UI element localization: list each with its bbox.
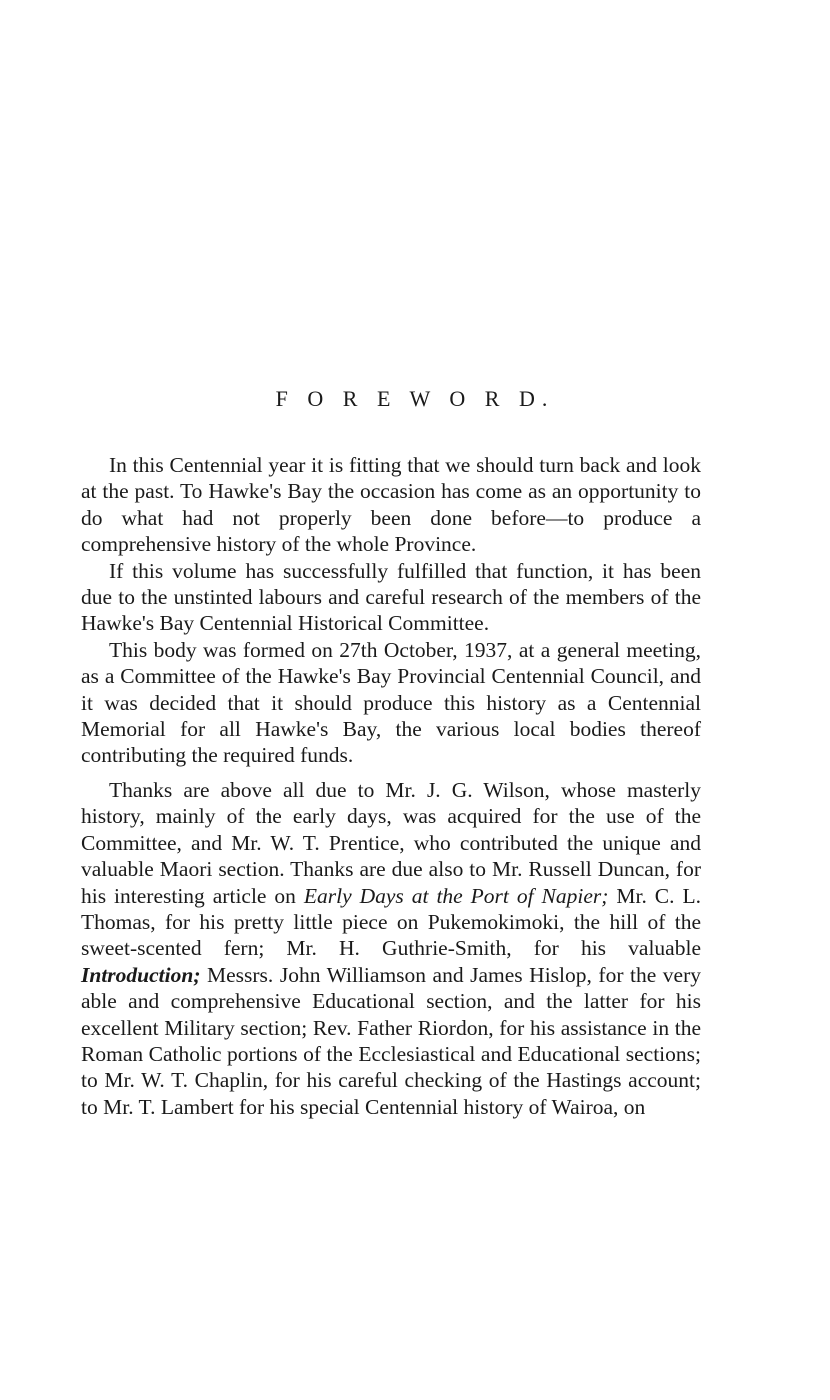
article-title-early-days: Early Days at the Port of Napier; bbox=[303, 883, 609, 908]
paragraph-4 bbox=[81, 777, 701, 1120]
article-title-introduction: Introduction; bbox=[81, 962, 201, 987]
paragraph-3: This body was formed on 27th October, 1937, at a general meeting, as a Committee of the Hawke's Bay Provincial Centennial Council, and it was decided that it should produce this history as a Centennial Memorial for all Hawke's Bay, the various local bodies thereof contributing the required funds. bbox=[81, 637, 701, 768]
paragraph-4-part-2: Mr. C. L. Thomas, for his pretty little piece on Pukemokimoki, the hill of the sweet-scented fern; Mr. H. Guthrie-Smith, for his valuable bbox=[81, 883, 701, 961]
paragraph-4-part-3: Messrs. John Williamson and James Hislop, for the very able and comprehensive Educational section, and the latter for his excellent Military section; Rev. Father Riordon, for his assistance in the Roman Catholic portions of the Ecclesiastical and Educational sections; to Mr. W. T. Chaplin, for his careful checking of the Hastings account; to Mr. T. Lambert for his special Centennial history of Wairoa, on bbox=[81, 962, 701, 1119]
paragraph-1: In this Centennial year it is fitting that we should turn back and look at the past. To Hawke's Bay the occasion has come as an opportunity to do what had not properly been done before—to produce a comprehensive history of the whole Province. bbox=[81, 453, 701, 557]
paragraph-4-part-1: Thanks are above all due to Mr. J. G. Wilson, whose masterly history, mainly of the early days, was acquired for the use of the Committee, and Mr. W. T. Prentice, who contributed the unique and valuable Maori section. Thanks are due also to Mr. Russell Duncan, for his interesting article on bbox=[81, 777, 701, 908]
foreword-body bbox=[81, 452, 701, 1120]
paragraph-2: If this volume has successfully fulfilled that function, it has been due to the unstinted labours and careful research of the members of the Hawke's Bay Centennial Historical Committee. bbox=[81, 558, 701, 636]
page-heading: F O R E W O R D. bbox=[275, 386, 555, 411]
